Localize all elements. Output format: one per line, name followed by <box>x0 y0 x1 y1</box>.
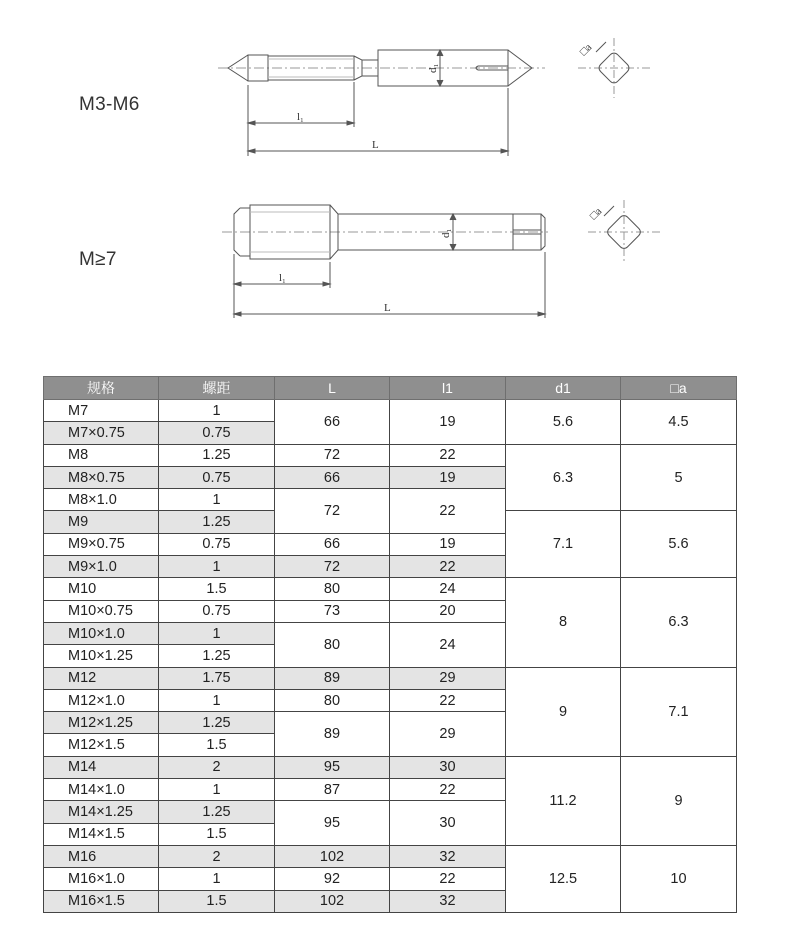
header-a: □a <box>621 377 737 400</box>
cell-L: 102 <box>275 890 390 912</box>
table-header-row <box>44 377 737 400</box>
cell-d1: 7.1 <box>506 511 621 578</box>
cell-l1: 22 <box>390 689 506 711</box>
cell-spec: M8 <box>44 444 159 466</box>
cell-pitch: 1.5 <box>159 823 275 845</box>
cell-spec: M7 <box>44 400 159 422</box>
cell-spec: M9×0.75 <box>44 533 159 555</box>
cell-spec: M16×1.5 <box>44 890 159 912</box>
cell-l1: 22 <box>390 444 506 466</box>
cell-pitch: 0.75 <box>159 600 275 622</box>
cell-pitch: 0.75 <box>159 422 275 444</box>
cell-pitch: 1 <box>159 556 275 578</box>
header-pitch: 螺距 <box>159 377 275 400</box>
cell-spec: M9×1.0 <box>44 556 159 578</box>
cell-L: 72 <box>275 444 390 466</box>
cell-L: 80 <box>275 622 390 667</box>
cell-d1: 5.6 <box>506 400 621 445</box>
cell-l1: 19 <box>390 533 506 555</box>
cell-d1: 8 <box>506 578 621 667</box>
cell-spec: M12×1.5 <box>44 734 159 756</box>
cell-pitch: 2 <box>159 756 275 778</box>
cell-L: 89 <box>275 712 390 757</box>
cell-l1: 30 <box>390 756 506 778</box>
cell-d1: 11.2 <box>506 756 621 845</box>
cell-L: 92 <box>275 868 390 890</box>
table-row <box>44 400 737 422</box>
cell-spec: M16×1.0 <box>44 868 159 890</box>
cell-L: 87 <box>275 779 390 801</box>
cell-a: 5 <box>621 444 737 511</box>
table-row <box>44 756 737 778</box>
cell-a: 9 <box>621 756 737 845</box>
dim-a-label-1: □a <box>577 41 595 59</box>
series-label-small: M3-M6 <box>79 94 140 115</box>
cell-spec: M9 <box>44 511 159 533</box>
cell-l1: 22 <box>390 868 506 890</box>
cell-l1: 30 <box>390 801 506 846</box>
cell-spec: M10×0.75 <box>44 600 159 622</box>
cell-pitch: 0.75 <box>159 466 275 488</box>
cell-l1: 29 <box>390 667 506 689</box>
header-L: L <box>275 377 390 400</box>
cell-pitch: 1 <box>159 400 275 422</box>
cell-l1: 22 <box>390 489 506 534</box>
cell-l1: 24 <box>390 622 506 667</box>
cell-d1: 6.3 <box>506 444 621 511</box>
cell-a: 5.6 <box>621 511 737 578</box>
cell-a: 4.5 <box>621 400 737 445</box>
cell-spec: M14 <box>44 756 159 778</box>
cell-spec: M12×1.25 <box>44 712 159 734</box>
tap-drawings <box>0 0 790 340</box>
cell-pitch: 1 <box>159 489 275 511</box>
table-row <box>44 667 737 689</box>
cell-l1: 24 <box>390 578 506 600</box>
cell-l1: 29 <box>390 712 506 757</box>
cell-d1: 12.5 <box>506 845 621 912</box>
header-d1: d1 <box>506 377 621 400</box>
dim-a-label-2: □a <box>587 205 605 223</box>
series-label-large: M≥7 <box>79 249 117 270</box>
cell-spec: M14×1.0 <box>44 779 159 801</box>
technical-drawing <box>0 0 790 340</box>
cell-L: 95 <box>275 756 390 778</box>
cell-L: 66 <box>275 400 390 445</box>
cell-l1: 22 <box>390 556 506 578</box>
cell-l1: 32 <box>390 845 506 867</box>
cell-l1: 22 <box>390 779 506 801</box>
cell-L: 80 <box>275 689 390 711</box>
cell-L: 73 <box>275 600 390 622</box>
cell-L: 89 <box>275 667 390 689</box>
cell-spec: M12×1.0 <box>44 689 159 711</box>
cell-spec: M10×1.25 <box>44 645 159 667</box>
cell-spec: M10 <box>44 578 159 600</box>
cell-pitch: 1.25 <box>159 645 275 667</box>
cell-L: 66 <box>275 533 390 555</box>
cell-spec: M14×1.5 <box>44 823 159 845</box>
cell-spec: M8×1.0 <box>44 489 159 511</box>
header-l1: l1 <box>390 377 506 400</box>
cell-l1: 32 <box>390 890 506 912</box>
cell-L: 66 <box>275 466 390 488</box>
cell-L: 72 <box>275 489 390 534</box>
cell-pitch: 1.25 <box>159 712 275 734</box>
cell-pitch: 0.75 <box>159 533 275 555</box>
cell-spec: M12 <box>44 667 159 689</box>
cell-a: 10 <box>621 845 737 912</box>
table-row <box>44 578 737 600</box>
cell-pitch: 1.25 <box>159 444 275 466</box>
header-spec: 规格 <box>44 377 159 400</box>
dim-L-label-1: L <box>372 139 379 151</box>
cell-pitch: 1.25 <box>159 511 275 533</box>
cell-pitch: 2 <box>159 845 275 867</box>
dim-L-label-2: L <box>384 302 391 314</box>
cell-spec: M14×1.25 <box>44 801 159 823</box>
cell-L: 95 <box>275 801 390 846</box>
dim-d1-label-1: d₁ <box>427 63 439 73</box>
cell-L: 102 <box>275 845 390 867</box>
dim-d1-label-2: d₁ <box>440 228 452 238</box>
cell-L: 80 <box>275 578 390 600</box>
cell-a: 7.1 <box>621 667 737 756</box>
spec-table <box>43 376 737 913</box>
cell-pitch: 1.75 <box>159 667 275 689</box>
cell-pitch: 1.5 <box>159 734 275 756</box>
cell-pitch: 1 <box>159 779 275 801</box>
dim-l1-label-1: l₁ <box>297 111 304 123</box>
cell-a: 6.3 <box>621 578 737 667</box>
cell-pitch: 1 <box>159 868 275 890</box>
cell-spec: M16 <box>44 845 159 867</box>
cell-l1: 20 <box>390 600 506 622</box>
cell-spec: M7×0.75 <box>44 422 159 444</box>
cell-spec: M10×1.0 <box>44 622 159 644</box>
table-row <box>44 845 737 867</box>
cell-pitch: 1.5 <box>159 890 275 912</box>
cell-pitch: 1 <box>159 622 275 644</box>
cell-l1: 19 <box>390 400 506 445</box>
cell-L: 72 <box>275 556 390 578</box>
cell-pitch: 1 <box>159 689 275 711</box>
cell-l1: 19 <box>390 466 506 488</box>
cell-pitch: 1.5 <box>159 578 275 600</box>
table-row <box>44 444 737 466</box>
cell-pitch: 1.25 <box>159 801 275 823</box>
cell-spec: M8×0.75 <box>44 466 159 488</box>
cell-d1: 9 <box>506 667 621 756</box>
dim-l1-label-2: l₁ <box>279 272 286 284</box>
